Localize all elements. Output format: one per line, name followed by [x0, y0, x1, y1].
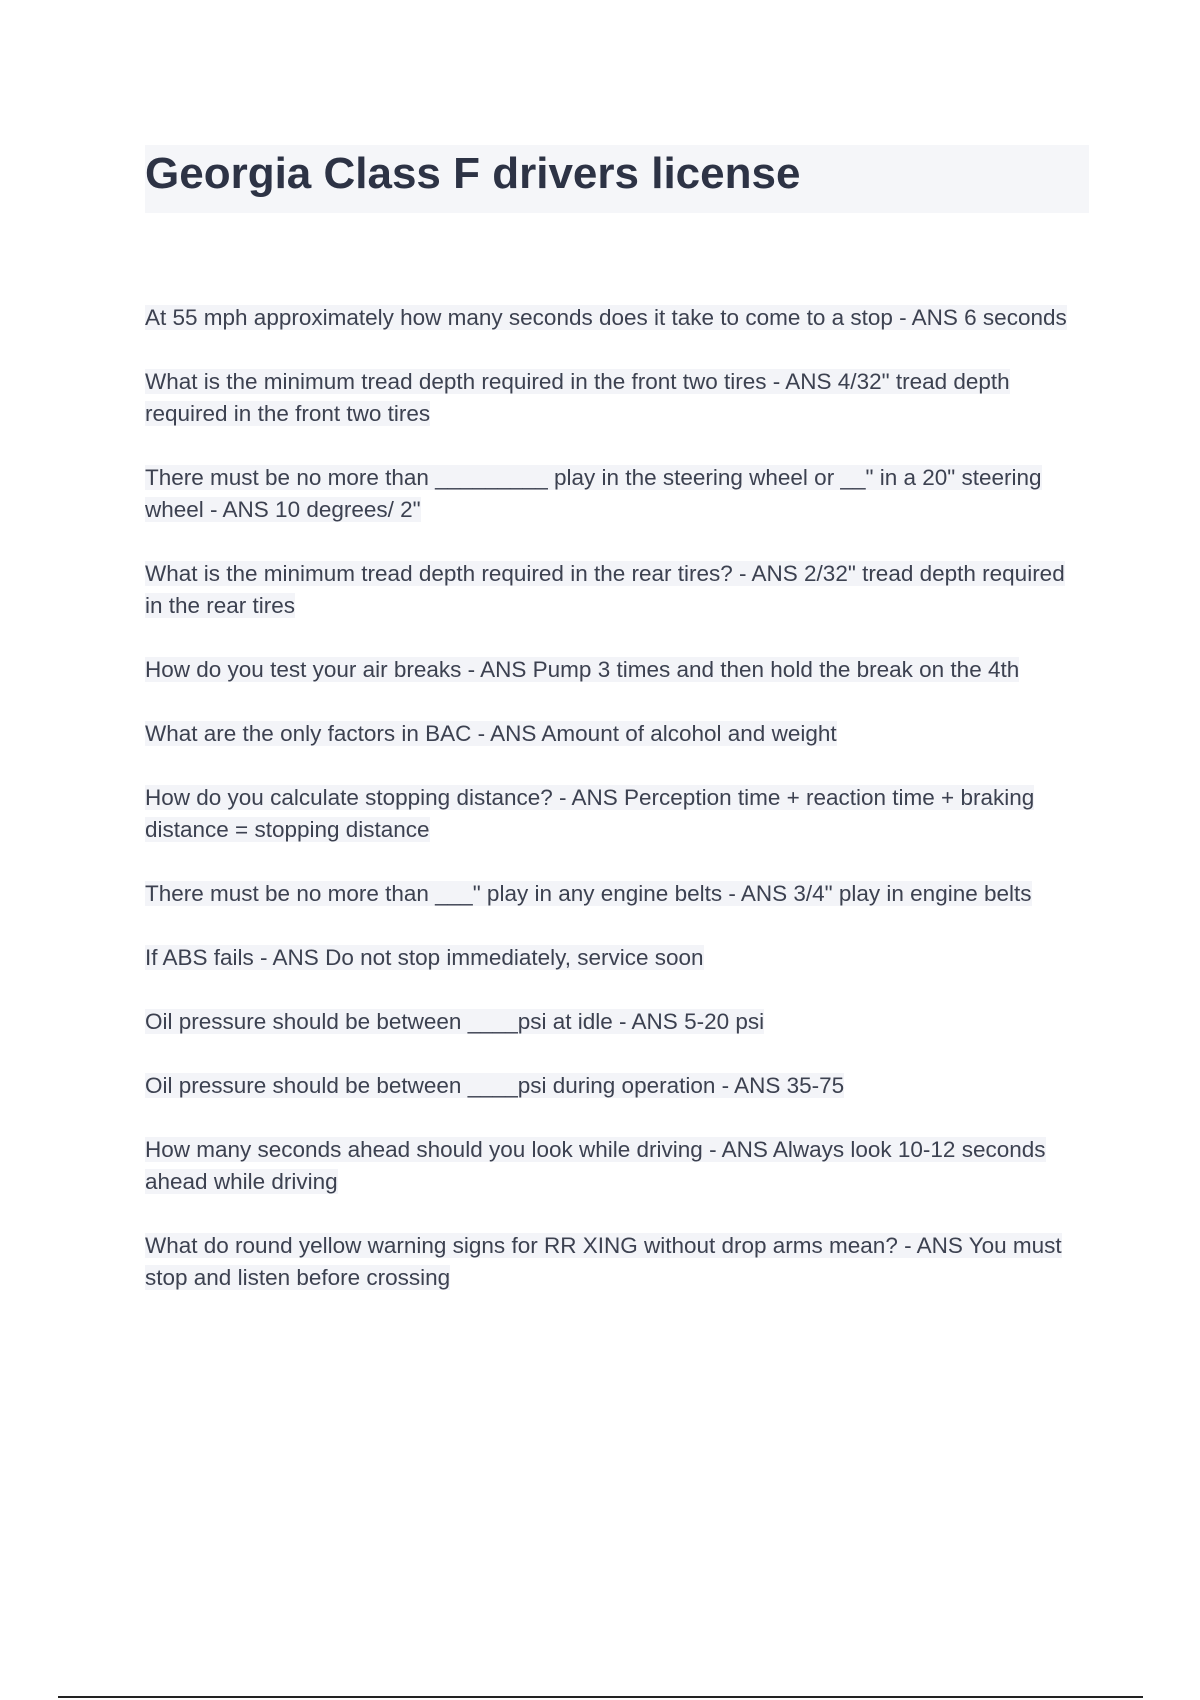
qa-text: How do you test your air breaks - ANS Pump 3 times and then hold the break on the 4th: [145, 657, 1020, 682]
qa-list: [145, 302, 1075, 1326]
qa-item: [145, 462, 1075, 526]
qa-item: [145, 1006, 1075, 1038]
qa-text: There must be no more than _________ play in the steering wheel or __" in a 20" steering wheel - ANS 10 degrees/ 2": [145, 465, 1042, 522]
qa-text: What is the minimum tread depth required in the front two tires - ANS 4/32" tread depth required in the front two tires: [145, 369, 1010, 426]
qa-text: At 55 mph approximately how many seconds does it take to come to a stop - ANS 6 seconds: [145, 305, 1067, 330]
qa-text: Oil pressure should be between ____psi during operation - ANS 35-75: [145, 1073, 845, 1098]
title-bar: [145, 145, 1089, 213]
qa-item: [145, 366, 1075, 430]
page-bottom-rule: [58, 1696, 1143, 1698]
qa-text: What are the only factors in BAC - ANS Amount of alcohol and weight: [145, 721, 837, 746]
document-title: Georgia Class F drivers license: [145, 149, 801, 198]
qa-text: What is the minimum tread depth required in the rear tires? - ANS 2/32" tread depth required in the rear tires: [145, 561, 1065, 618]
qa-text: What do round yellow warning signs for RR XING without drop arms mean? - ANS You must stop and listen before crossing: [145, 1233, 1062, 1290]
qa-item: [145, 1134, 1075, 1198]
qa-text: How do you calculate stopping distance? - ANS Perception time + reaction time + braking distance = stopping distance: [145, 785, 1035, 842]
qa-item: [145, 302, 1075, 334]
qa-item: [145, 782, 1075, 846]
qa-item: [145, 942, 1075, 974]
qa-text: Oil pressure should be between ____psi at idle - ANS 5-20 psi: [145, 1009, 765, 1034]
qa-item: [145, 558, 1075, 622]
qa-item: [145, 878, 1075, 910]
qa-item: [145, 1070, 1075, 1102]
qa-text: If ABS fails - ANS Do not stop immediately, service soon: [145, 945, 704, 970]
qa-item: [145, 654, 1075, 686]
qa-item: [145, 718, 1075, 750]
qa-text: How many seconds ahead should you look while driving - ANS Always look 10-12 seconds ahead while driving: [145, 1137, 1046, 1194]
qa-text: There must be no more than ___" play in any engine belts - ANS 3/4" play in engine belts: [145, 881, 1032, 906]
qa-item: [145, 1230, 1075, 1294]
